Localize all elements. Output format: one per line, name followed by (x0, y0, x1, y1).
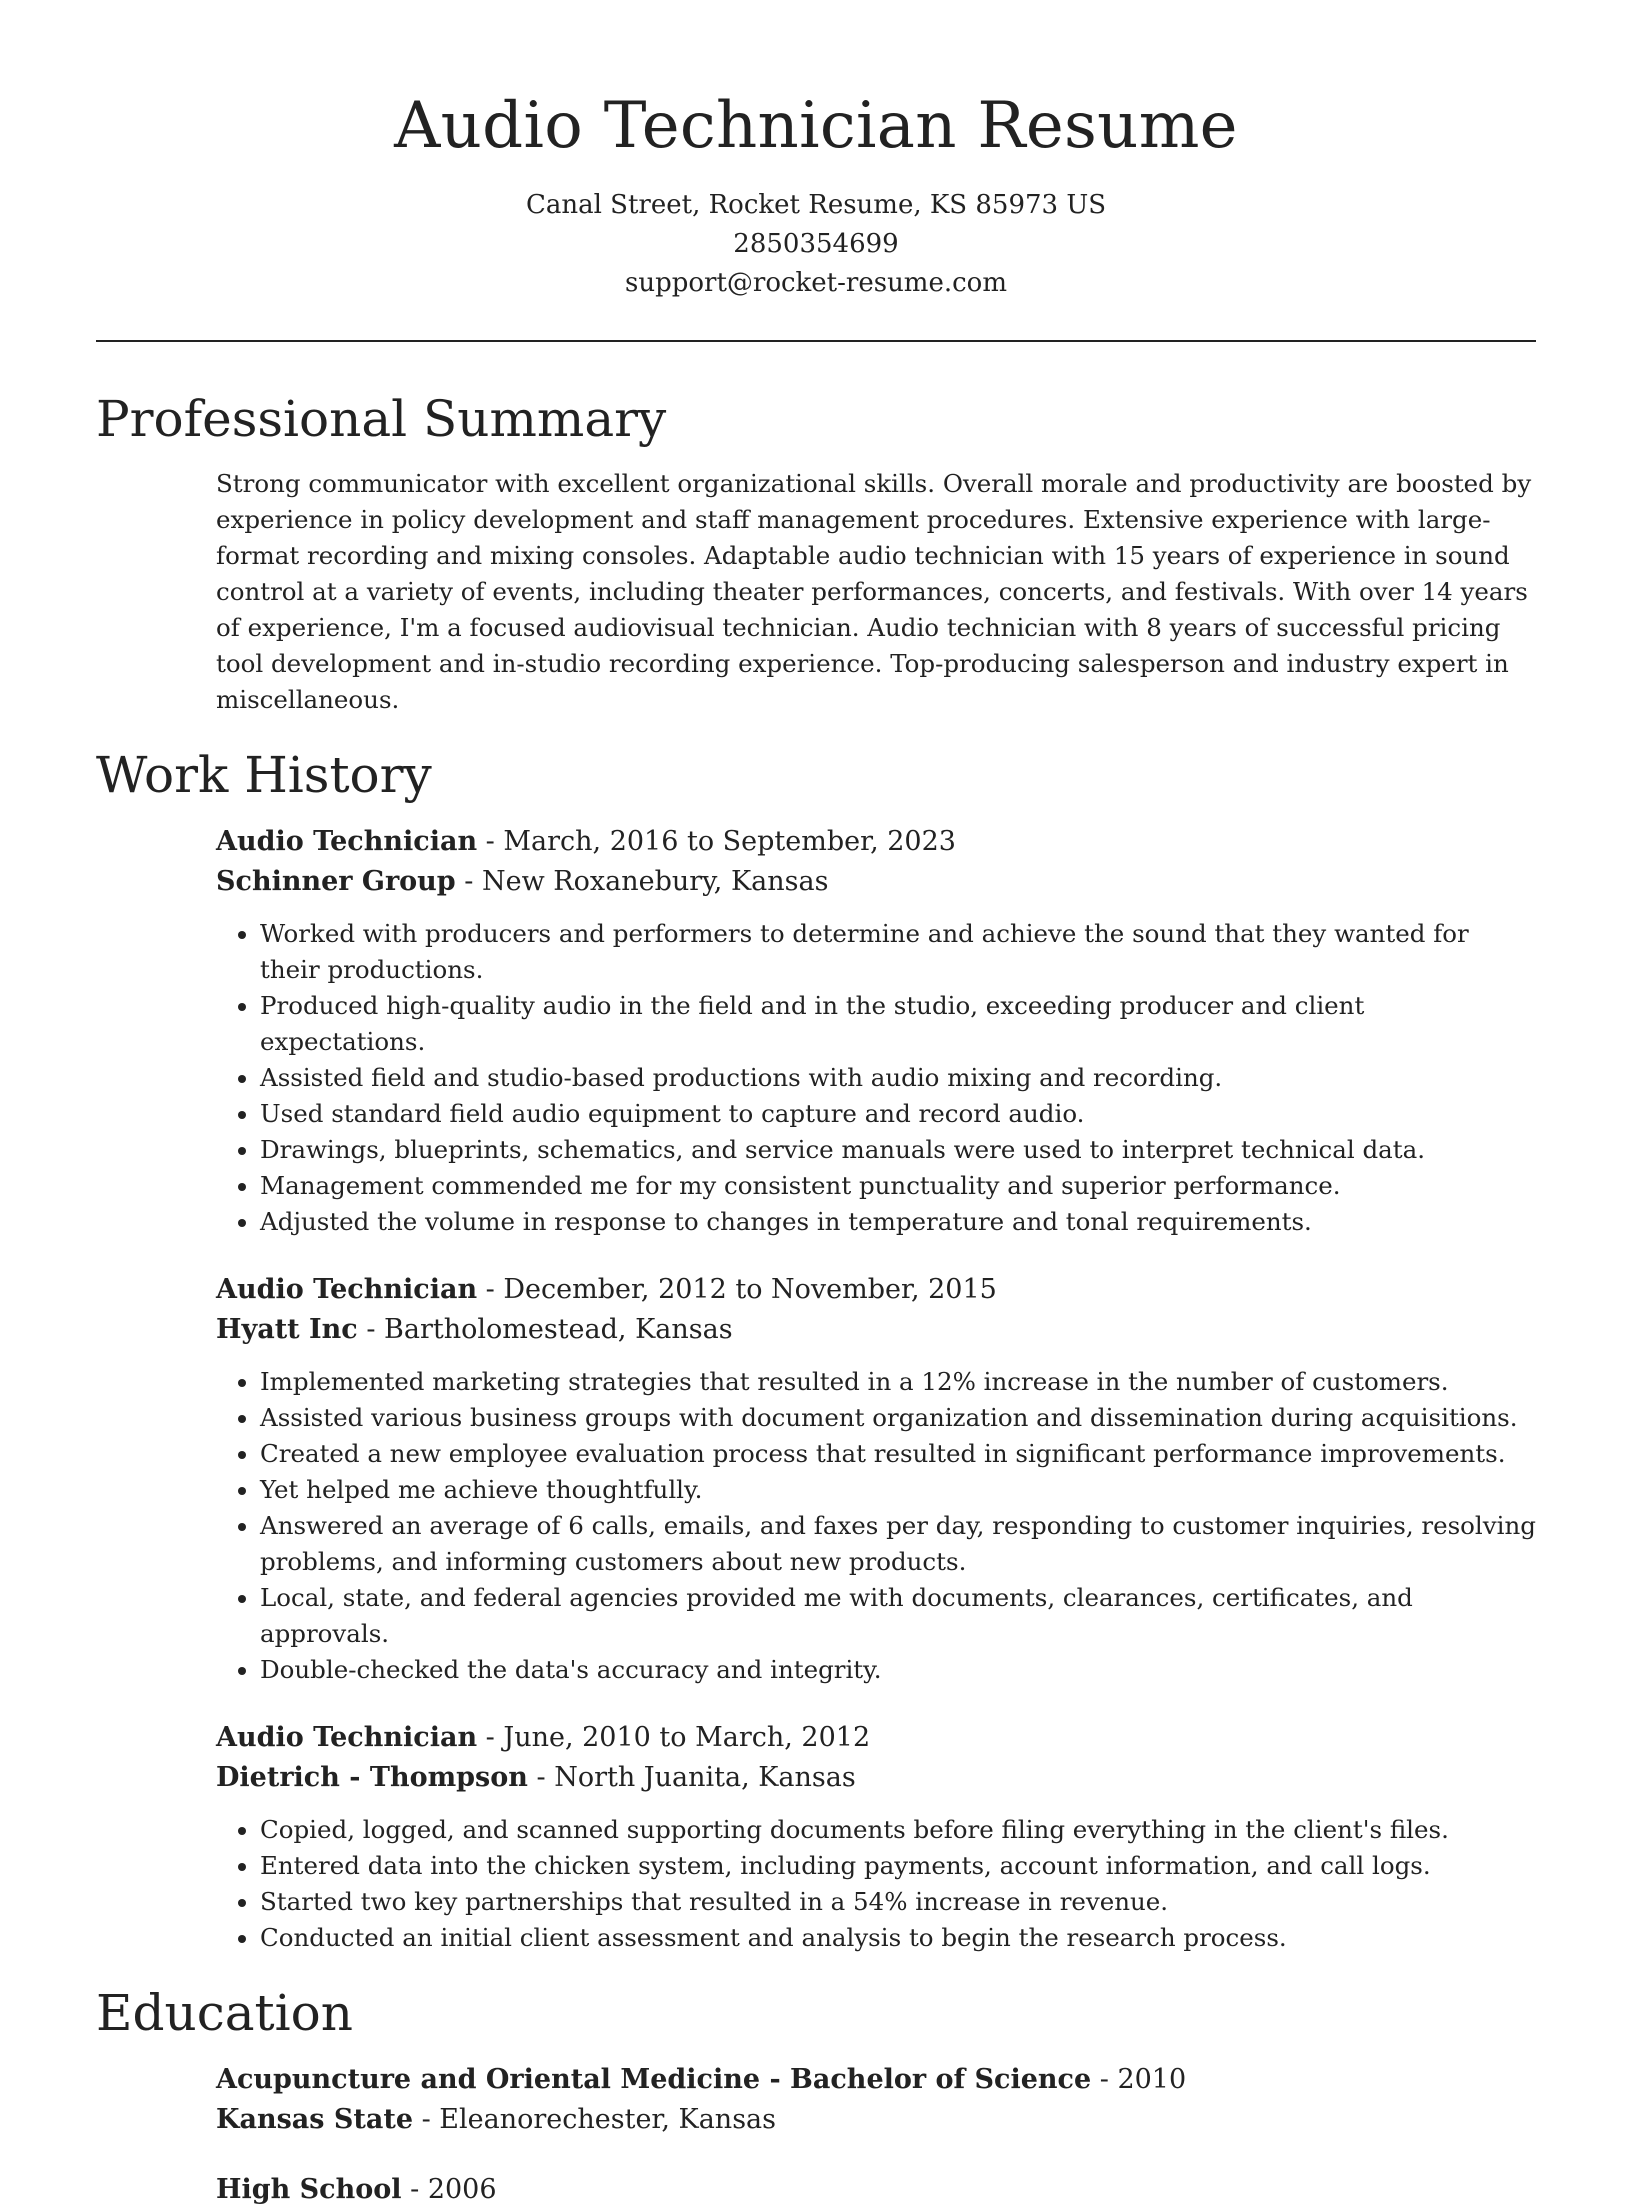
resume-title: Audio Technician Resume (394, 89, 1238, 163)
job-bullet: • Implemented marketing strategies that resulted in a 12% increase in the number of customers. (260, 1364, 1536, 1400)
job-company-line (216, 1310, 1536, 1350)
job-bullet: • Created a new employee evaluation process that resulted in significant performance improvements. (260, 1436, 1536, 1472)
education-degree: Acupuncture and Oriental Medicine - Bachelor of Science (216, 2064, 1092, 2095)
job-title-line (216, 822, 1536, 862)
job-bullet: • Adjusted the volume in response to changes in temperature and tonal requirements. (260, 1204, 1536, 1240)
job-dates: - March, 2016 to September, 2023 (477, 826, 956, 857)
job-title: Audio Technician (216, 1274, 478, 1305)
job-location: - North Juanita, Kansas (527, 1762, 856, 1793)
job-company-line (216, 862, 1536, 902)
job-bullet-list (216, 1364, 1536, 1688)
job-bullet: • Drawings, blueprints, schematics, and service manuals were used to interpret technical data. (260, 1132, 1536, 1168)
job-bullet: • Started two key partnerships that resulted in a 54% increase in revenue. (260, 1884, 1536, 1920)
education-school: Kansas State (216, 2104, 414, 2135)
job-company: Schinner Group (216, 866, 456, 897)
education-entry (216, 2060, 1536, 2140)
job-company: Dietrich - Thompson (216, 1762, 528, 1793)
job-title: Audio Technician (216, 1722, 478, 1753)
job-bullet: • Local, state, and federal agencies provided me with documents, clearances, certificates, and approvals. (260, 1580, 1536, 1652)
section-heading-summary: Professional Summary (96, 390, 667, 448)
job-dates: - June, 2010 to March, 2012 (477, 1722, 871, 1753)
education-degree: High School (216, 2174, 402, 2205)
education-entry (216, 2170, 1536, 2210)
job-bullet: • Entered data into the chicken system, including payments, account information, and call logs. (260, 1848, 1536, 1884)
education-degree-line (216, 2060, 1536, 2100)
job-location: - New Roxanebury, Kansas (455, 866, 829, 897)
summary-text: Strong communicator with excellent organizational skills. Overall morale and productivity are boosted by experience in policy development and staff management procedures. Extensive experience with large-format recording and mixing consoles. Adaptable audio technician with 15 years of experience in sound control at a variety of events, including theater performances, concerts, and festivals. With over 14 years of experience, I'm a focused audiovisual technician. Audio technician with 8 years of successful pricing tool development and in-studio recording experience. Top-producing salesperson and industry expert in miscellaneous. (216, 469, 1532, 714)
job-entry (216, 1270, 1536, 1688)
job-title-line (216, 1270, 1536, 1310)
job-bullet: • Produced high-quality audio in the field and in the studio, exceeding producer and client expectations. (260, 988, 1536, 1060)
job-bullet: • Assisted field and studio-based productions with audio mixing and recording. (260, 1060, 1536, 1096)
education-year: - 2006 (401, 2174, 497, 2205)
education-school-line (216, 2100, 1536, 2140)
job-entry (216, 822, 1536, 1240)
job-bullet: • Conducted an initial client assessment and analysis to begin the research process. (260, 1920, 1536, 1956)
job-title-line (216, 1718, 1536, 1758)
job-company-line (216, 1758, 1536, 1798)
job-bullet-list (216, 916, 1536, 1240)
job-bullet: • Double-checked the data's accuracy and integrity. (260, 1652, 1536, 1688)
job-entry (216, 1718, 1536, 1956)
header-divider (96, 340, 1536, 342)
section-heading-education: Education (96, 1984, 353, 2042)
education-year: - 2010 (1091, 2064, 1187, 2095)
contact-phone: 2850354699 (733, 229, 899, 259)
section-heading-work-history: Work History (96, 746, 432, 804)
job-title: Audio Technician (216, 826, 478, 857)
resume-page (96, 0, 1536, 2210)
job-dates: - December, 2012 to November, 2015 (477, 1274, 997, 1305)
contact-address: Canal Street, Rocket Resume, KS 85973 US (525, 190, 1107, 220)
education-degree-line (216, 2170, 1536, 2210)
job-bullet: • Management commended me for my consistent punctuality and superior performance. (260, 1168, 1536, 1204)
job-location: - Bartholomestead, Kansas (357, 1314, 733, 1345)
job-bullet: • Assisted various business groups with document organization and dissemination during acquisitions. (260, 1400, 1536, 1436)
job-bullet-list (216, 1812, 1536, 1956)
job-bullet: • Worked with producers and performers to determine and achieve the sound that they wanted for their productions. (260, 916, 1536, 988)
contact-email: support@rocket-resume.com (624, 268, 1007, 298)
job-bullet: • Yet helped me achieve thoughtfully. (260, 1472, 1536, 1508)
contact-block (96, 186, 1536, 303)
education-location: - Eleanorechester, Kansas (413, 2104, 776, 2135)
job-bullet: • Used standard field audio equipment to capture and record audio. (260, 1096, 1536, 1132)
job-bullet: • Copied, logged, and scanned supporting documents before filing everything in the client's files. (260, 1812, 1536, 1848)
job-company: Hyatt Inc (216, 1314, 358, 1345)
job-bullet: • Answered an average of 6 calls, emails, and faxes per day, responding to customer inquiries, resolving problems, and informing customers about new products. (260, 1508, 1536, 1580)
